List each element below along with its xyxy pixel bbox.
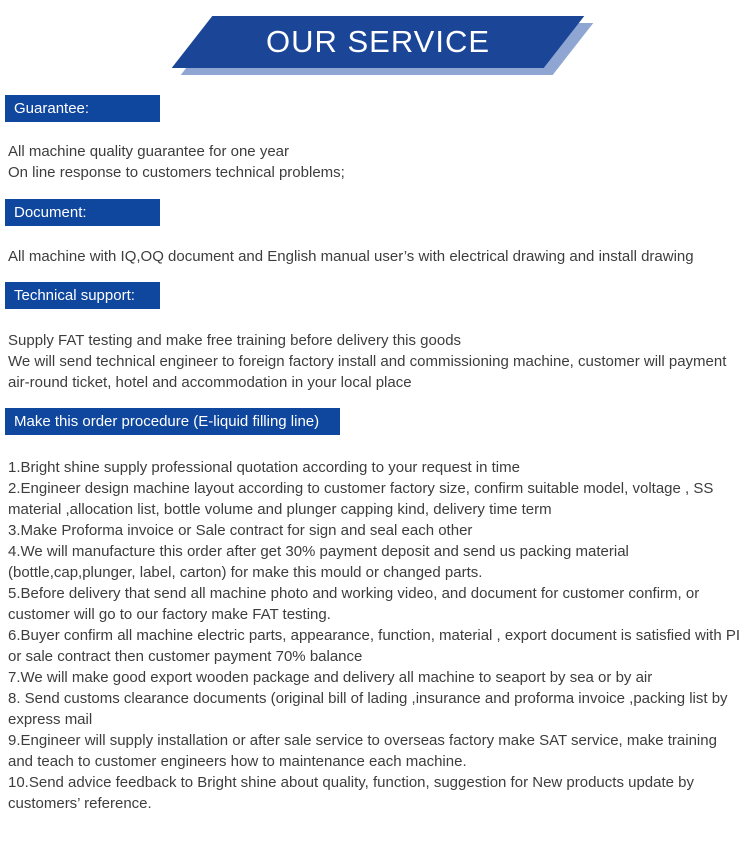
section-label-technical-support: Technical support: <box>5 282 160 309</box>
technical-support-body <box>8 330 742 393</box>
guarantee-body <box>8 141 742 183</box>
procedure-step: 5.Before delivery that send all machine photo and working video, and document for customer confirm, or customer will go to our factory make FAT testing. <box>8 585 700 623</box>
procedure-step: 7.We will make good export wooden package and delivery all machine to seaport by sea or by air <box>8 669 653 686</box>
procedure-step: 9.Engineer will supply installation or after sale service to overseas factory make SAT service, make training and teach to customer engineers how to maintenance each machine. <box>8 732 717 770</box>
document-body <box>8 246 742 267</box>
procedure-step: 4.We will manufacture this order after get 30% payment deposit and send us packing material (bottle,cap,plunger, label, carton) for make this mould or changed parts. <box>8 543 629 581</box>
document-line: All machine with IQ,OQ document and English manual user’s with electrical drawing and install drawing <box>8 248 694 265</box>
guarantee-line: All machine quality guarantee for one year <box>8 143 290 160</box>
procedure-step: 3.Make Proforma invoice or Sale contract for sign and seal each other <box>8 522 473 539</box>
guarantee-line: On line response to customers technical problems; <box>8 164 345 181</box>
banner-title: OUR SERVICE <box>265 24 491 59</box>
section-label-order-procedure: Make this order procedure (E-liquid filling line) <box>5 408 340 435</box>
procedure-step: 2.Engineer design machine layout according to customer factory size, confirm suitable model, voltage , SS material ,allocation list, bottle volume and plunger capping kind, delivery time term <box>8 480 714 518</box>
procedure-step: 10.Send advice feedback to Bright shine about quality, function, suggestion for New products update by customers’ reference. <box>8 774 694 812</box>
procedure-steps <box>8 457 742 814</box>
procedure-step: 6.Buyer confirm all machine electric parts, appearance, function, material , export document is satisfied with PI or sale contract then customer payment 70% balance <box>8 627 741 665</box>
section-label-guarantee: Guarantee: <box>5 95 160 122</box>
procedure-step: 1.Bright shine supply professional quotation according to your request in time <box>8 459 520 476</box>
technical-support-line: We will send technical engineer to foreign factory install and commissioning machine, customer will payment air-round ticket, hotel and accommodation in your local place <box>8 353 727 391</box>
our-service-banner <box>0 0 750 80</box>
section-label-document: Document: <box>5 199 160 226</box>
procedure-step: 8. Send customs clearance documents (original bill of lading ,insurance and proforma invoice ,packing list by express mail <box>8 690 728 728</box>
banner-ribbon <box>172 16 585 68</box>
technical-support-line: Supply FAT testing and make free training before delivery this goods <box>8 332 462 349</box>
